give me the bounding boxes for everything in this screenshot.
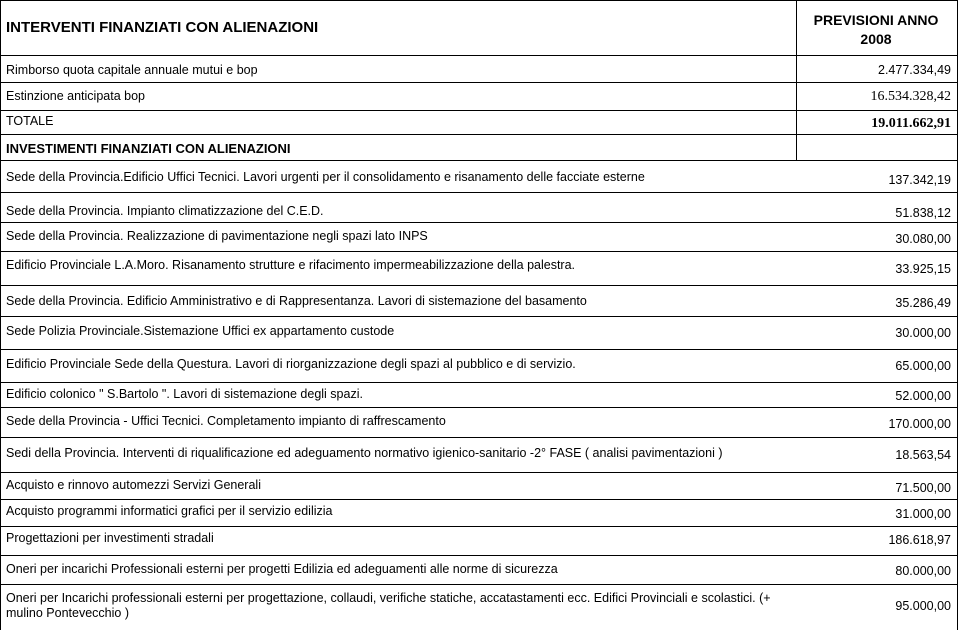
table-row-description: Sedi della Provincia. Interventi di riqualificazione ed adeguamento normativo igienico-sanitario -2° FASE ( analisi pavimentazioni ) [6,446,723,460]
row-description: Estinzione anticipata bop [6,89,145,103]
table-row-value: 137.342,19 [888,173,951,187]
table-row-description: Oneri per incarichi Professionali esterni per progetti Edilizia ed adeguamenti alle norme di sicurezza [6,562,558,576]
row-divider [0,349,958,350]
row-divider [0,82,958,83]
table-left-border [0,0,1,630]
table-row-description: Oneri per Incarichi professionali esterni per progettazione, collaudi, verifiche statiche, accatastamenti ecc. Edifici Provinciali e scolastici. (+ mulino Pontevecchio ) [6,591,771,620]
column-header [801,11,951,49]
table-row-value: 33.925,15 [895,262,951,276]
row-divider [0,192,958,193]
table-row-value: 65.000,00 [895,359,951,373]
table-row-value: 51.838,12 [895,206,951,220]
row-divider [0,407,958,408]
table-row-value: 170.000,00 [888,417,951,431]
table-row-description: Sede Polizia Provinciale.Sistemazione Uffici ex appartamento custode [6,324,395,338]
row-divider [0,526,958,527]
table-title: INTERVENTI FINANZIATI CON ALIENAZIONI [6,19,319,36]
header-column-divider [796,0,797,160]
table-row-description: Sede della Provincia. Edificio Amministrativo e di Rappresentanza. Lavori di sistemazione del basamento [6,294,587,308]
table-row-description: Sede della Provincia. Impianto climatizzazione del C.E.D. [6,204,324,218]
row-divider [0,251,958,252]
row-divider [0,499,958,500]
row-divider [0,437,958,438]
table-row-value: 52.000,00 [895,389,951,403]
row-divider [0,382,958,383]
table-row-description: Edificio Provinciale L.A.Moro. Risanamento strutture e rifacimento impermeabilizzazione della palestra. [6,258,576,272]
table-row-value: 35.286,49 [895,296,951,310]
table-row-value: 95.000,00 [895,599,951,613]
row-divider [0,555,958,556]
row-divider [0,285,958,286]
table-row-value: 186.618,97 [888,533,951,547]
table-row-description: Progettazioni per investimenti stradali [6,531,214,545]
table-row-description: Edificio Provinciale Sede della Questura. Lavori di riorganizzazione degli spazi al pubblico e di servizio. [6,357,576,371]
table-row-value: 30.000,00 [895,326,951,340]
column-header-year: 2008 [860,31,892,47]
table-right-border [957,0,958,630]
table-row-value: 71.500,00 [895,481,951,495]
row-divider [0,110,958,111]
table-top-border [0,0,958,1]
table-row-description: Sede della Provincia. Realizzazione di pavimentazione negli spazi lato INPS [6,229,428,243]
total-value: 19.011.662,91 [871,116,951,131]
header-divider [0,55,958,56]
table-row-description: Sede della Provincia - Uffici Tecnici. Completamento impianto di raffrescamento [6,414,446,428]
table-row-value: 18.563,54 [895,448,951,462]
table-row-description: Sede della Provincia.Edificio Uffici Tecnici. Lavori urgenti per il consolidamento e risanamento delle facciate esterne [6,170,645,184]
section-title: INVESTIMENTI FINANZIATI CON ALIENAZIONI [6,141,291,156]
table-row-value: 30.080,00 [895,232,951,246]
total-label: TOTALE [6,114,54,128]
table-row-description: Edificio colonico " S.Bartolo ". Lavori di sistemazione degli spazi. [6,387,363,401]
row-divider [0,134,958,135]
table-row-value: 31.000,00 [895,507,951,521]
table-row-description: Acquisto e rinnovo automezzi Servizi Generali [6,478,261,492]
section-divider [0,160,958,161]
row-divider [0,472,958,473]
table-row-description: Acquisto programmi informatici grafici per il servizio edilizia [6,504,333,518]
row-divider [0,222,958,223]
row-value: 2.477.334,49 [878,63,951,77]
row-divider [0,584,958,585]
column-header-line1: PREVISIONI ANNO [813,12,939,28]
table-row-value: 80.000,00 [895,564,951,578]
row-divider [0,316,958,317]
row-description: Rimborso quota capitale annuale mutui e bop [6,63,258,77]
row-value: 16.534.328,42 [870,89,951,104]
